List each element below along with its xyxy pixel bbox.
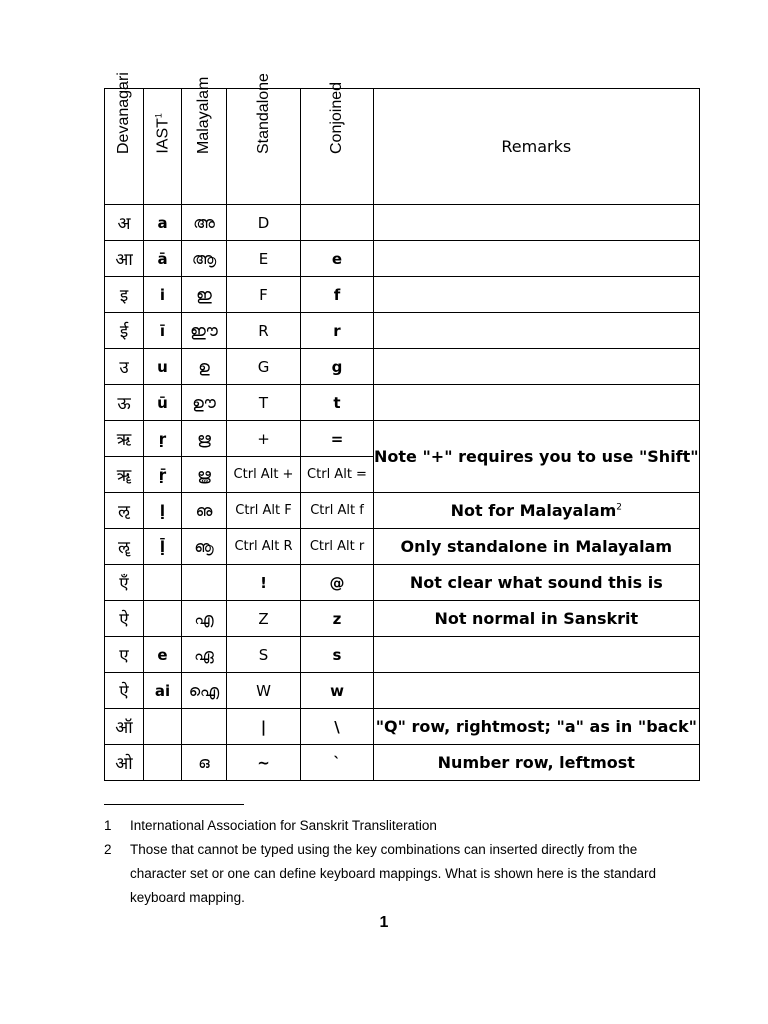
remarks-cell <box>374 673 700 709</box>
remarks-cell <box>374 637 700 673</box>
table-row <box>105 313 700 349</box>
header-row <box>105 89 700 205</box>
table-row <box>105 277 700 313</box>
malayalam-cell: ആ <box>182 241 227 277</box>
remarks-cell: "Q" row, rightmost; "a" as in "back" <box>374 709 700 745</box>
devanagari-cell: ऑ <box>105 709 144 745</box>
remarks-cell: Only standalone in Malayalam <box>374 529 700 565</box>
conjoined-cell: f <box>301 277 374 313</box>
standalone-cell: F <box>227 277 301 313</box>
standalone-cell: W <box>227 673 301 709</box>
standalone-cell: ~ <box>227 745 301 781</box>
conjoined-cell: g <box>301 349 374 385</box>
remarks-cell: Not normal in Sanskrit <box>374 601 700 637</box>
remarks-cell <box>374 349 700 385</box>
remark-text: Not for Malayalam <box>450 501 617 520</box>
malayalam-cell: ഈ <box>182 313 227 349</box>
table-row <box>105 385 700 421</box>
standalone-cell: E <box>227 241 301 277</box>
table-row <box>105 241 700 277</box>
remarks-cell <box>374 385 700 421</box>
devanagari-cell: ऐ <box>105 673 144 709</box>
iast-cell: ṝ <box>144 457 182 493</box>
devanagari-cell: ए <box>105 637 144 673</box>
devanagari-cell: ई <box>105 313 144 349</box>
footnote-number: 2 <box>104 842 112 857</box>
standalone-cell: | <box>227 709 301 745</box>
footnote-ref-1: 1 <box>152 112 163 118</box>
standalone-cell: Ctrl Alt F <box>227 493 301 529</box>
iast-cell <box>144 601 182 637</box>
table-row <box>105 637 700 673</box>
malayalam-cell: ൡ <box>182 529 227 565</box>
page-number: 1 <box>379 914 389 931</box>
header-remarks: Remarks <box>374 89 700 205</box>
devanagari-cell: ॠ <box>105 457 144 493</box>
iast-cell: ū <box>144 385 182 421</box>
header-conjoined: Conjoined <box>301 89 374 205</box>
malayalam-cell: ഒ <box>182 745 227 781</box>
malayalam-cell <box>182 565 227 601</box>
footnote-separator <box>104 804 244 805</box>
conjoined-cell: w <box>301 673 374 709</box>
iast-cell <box>144 745 182 781</box>
conjoined-cell <box>301 205 374 241</box>
iast-cell: ā <box>144 241 182 277</box>
footnote-1 <box>104 814 664 838</box>
header-devanagari: Devanagari <box>105 89 144 205</box>
devanagari-cell: ऐ <box>105 601 144 637</box>
conjoined-cell: ` <box>301 745 374 781</box>
conjoined-cell: s <box>301 637 374 673</box>
standalone-cell: + <box>227 421 301 457</box>
iast-cell: ḷ <box>144 493 182 529</box>
iast-cell: ṛ <box>144 421 182 457</box>
iast-cell: u <box>144 349 182 385</box>
iast-cell: i <box>144 277 182 313</box>
footnote-text: International Association for Sanskrit Transliteration <box>130 818 437 833</box>
malayalam-cell: അ <box>182 205 227 241</box>
header-iast <box>144 89 182 205</box>
malayalam-cell <box>182 709 227 745</box>
table-row <box>105 709 700 745</box>
standalone-cell: Z <box>227 601 301 637</box>
malayalam-cell: ഊ <box>182 385 227 421</box>
standalone-cell: G <box>227 349 301 385</box>
malayalam-cell: ഋ <box>182 421 227 457</box>
remarks-cell: Not clear what sound this is <box>374 565 700 601</box>
devanagari-cell: अ <box>105 205 144 241</box>
footnote-text: Those that cannot be typed using the key combinations can inserted directly from the character set or one can define keyboard mappings. What is shown here is the standard keyboard mapping. <box>130 842 657 905</box>
table-row <box>105 205 700 241</box>
devanagari-cell: ऊ <box>105 385 144 421</box>
conjoined-cell: Ctrl Alt r <box>301 529 374 565</box>
iast-cell <box>144 565 182 601</box>
remarks-cell <box>374 493 700 529</box>
standalone-cell: T <box>227 385 301 421</box>
malayalam-cell: ഉ <box>182 349 227 385</box>
conjoined-cell: r <box>301 313 374 349</box>
header-standalone: Standalone <box>227 89 301 205</box>
table-row <box>105 349 700 385</box>
table-row <box>105 565 700 601</box>
devanagari-cell: इ <box>105 277 144 313</box>
remarks-cell-shift-note: Note "+" requires you to use "Shift" <box>374 421 700 493</box>
table-row <box>105 601 700 637</box>
header-iast-label: IAST <box>154 117 172 154</box>
devanagari-cell: ऌ <box>105 493 144 529</box>
standalone-cell: R <box>227 313 301 349</box>
iast-cell <box>144 709 182 745</box>
iast-cell: ī <box>144 313 182 349</box>
remarks-cell <box>374 313 700 349</box>
malayalam-cell: ഐ <box>182 673 227 709</box>
table-row <box>105 421 700 457</box>
remarks-cell <box>374 277 700 313</box>
remarks-cell: Number row, leftmost <box>374 745 700 781</box>
table-row <box>105 529 700 565</box>
iast-cell: ḹ <box>144 529 182 565</box>
devanagari-cell: उ <box>105 349 144 385</box>
conjoined-cell: @ <box>301 565 374 601</box>
conjoined-cell: e <box>301 241 374 277</box>
table-row <box>105 493 700 529</box>
conjoined-cell: t <box>301 385 374 421</box>
conjoined-cell: = <box>301 421 374 457</box>
iast-cell: ai <box>144 673 182 709</box>
conjoined-cell: Ctrl Alt f <box>301 493 374 529</box>
devanagari-cell: ऋ <box>105 421 144 457</box>
malayalam-cell: എ <box>182 601 227 637</box>
table-row <box>105 745 700 781</box>
keyboard-mapping-table <box>104 71 700 781</box>
iast-cell: a <box>144 205 182 241</box>
footnote-number: 1 <box>104 818 112 833</box>
malayalam-cell: ൠ <box>182 457 227 493</box>
devanagari-cell: ॡ <box>105 529 144 565</box>
malayalam-cell: ഌ <box>182 493 227 529</box>
devanagari-cell: आ <box>105 241 144 277</box>
remarks-cell <box>374 205 700 241</box>
conjoined-cell: z <box>301 601 374 637</box>
standalone-cell: D <box>227 205 301 241</box>
footnote-ref-2: 2 <box>616 502 623 513</box>
standalone-cell: Ctrl Alt R <box>227 529 301 565</box>
standalone-cell: Ctrl Alt + <box>227 457 301 493</box>
devanagari-cell: ओ <box>105 745 144 781</box>
table-row <box>105 673 700 709</box>
malayalam-cell: ഇ <box>182 277 227 313</box>
footnote-2 <box>104 838 664 910</box>
conjoined-cell: Ctrl Alt = <box>301 457 374 493</box>
standalone-cell: ! <box>227 565 301 601</box>
conjoined-cell: \ <box>301 709 374 745</box>
malayalam-cell: ഏ <box>182 637 227 673</box>
iast-cell: e <box>144 637 182 673</box>
standalone-cell: S <box>227 637 301 673</box>
devanagari-cell: एँ <box>105 565 144 601</box>
header-malayalam: Malayalam <box>182 89 227 205</box>
remarks-cell <box>374 241 700 277</box>
